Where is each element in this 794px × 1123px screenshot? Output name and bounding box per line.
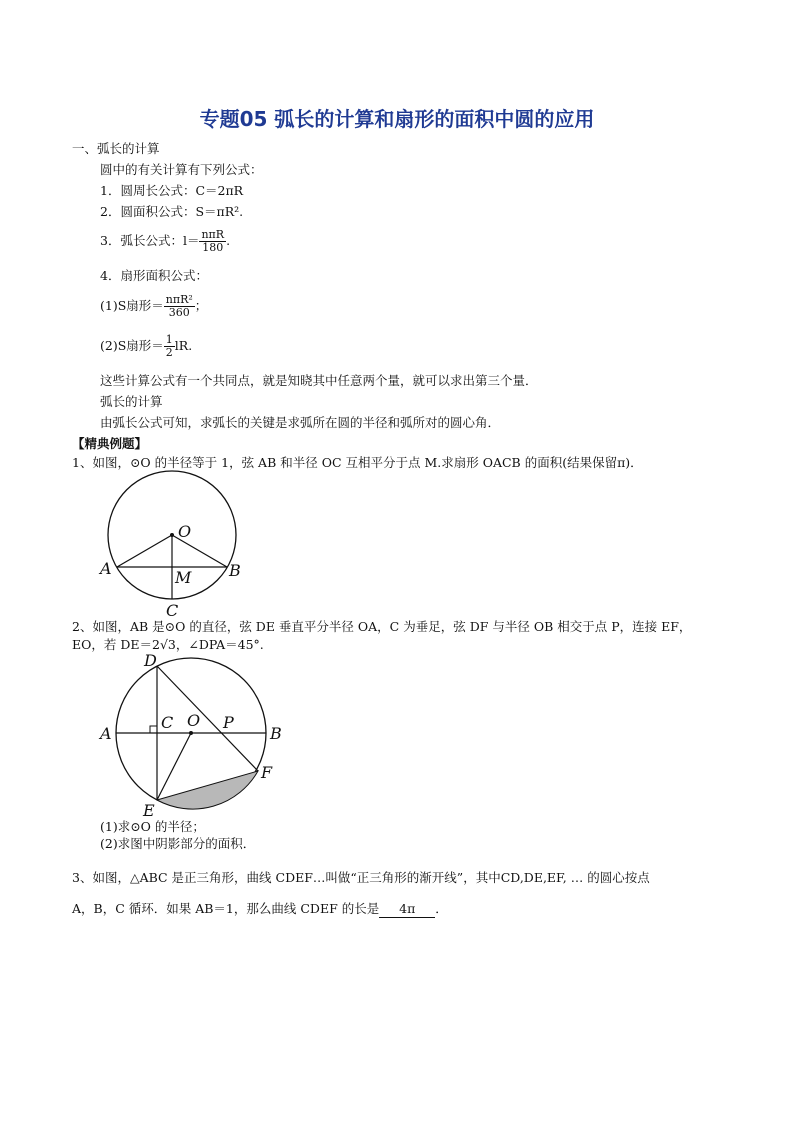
label-f: F [261,763,273,782]
label-c: C [161,713,174,732]
fraction: $\frac{\text{nπR}}{180}$ [201,228,225,254]
question-2-line-2: EO，若 DE＝2√3，∠DPA＝45°. [72,637,264,652]
formula-arc-label: 3．弧长公式：l＝ [100,233,200,248]
answer-blank: 4π [379,901,435,918]
question-3-line-1: 3、如图，△ABC 是正三角形，曲线 CDEF…叫做“正三角形的渐开线”，其中CD,DE,EF, … 的圆心按点 [72,870,650,885]
intro-text: 圆中的有关计算有下列公式： [100,162,263,177]
sub-text: 由弧长公式可知，求弧长的关键是求弧所在圆的半径和弧所对的圆心角． [100,415,501,430]
question-2-sub-1: (1)求⊙O 的半径； [100,819,205,834]
label-o: O [187,711,201,730]
fraction: $\frac{\text{nπR²}}{360}$ [165,293,193,319]
label-b: B [229,561,241,580]
fraction: $\frac{1}{2}$ [165,333,173,359]
center-dot [189,731,193,735]
formula-sector-1: (1)S扇形＝ $\frac{\text{nπR²}}{360}$ ； [100,293,208,319]
formula-circumference: 1．圆周长公式：C＝2πR [100,183,244,198]
figure-1-diagram [95,470,255,620]
question-2-sub-2: (2)求图中阴影部分的面积． [100,836,256,851]
right-angle-mark [150,726,157,733]
formula-sector-heading: 4．扇形面积公式： [100,268,208,283]
label-c: C [166,601,179,620]
figure-2-diagram [95,648,295,820]
examples-heading: 【精典例题】 [72,436,148,451]
section-heading: 一、弧长的计算 [72,141,160,156]
label-b: B [270,724,282,743]
page-title: 专题05 弧长的计算和扇形的面积中圆的应用 [199,107,595,131]
center-dot [170,533,174,537]
question-3-line-2: A，B，C 循环．如果 AB＝1，那么曲线 CDEF 的长是 4π ． [72,901,448,916]
segment-eo [157,733,191,800]
label-o: O [178,522,192,541]
note-text: 这些计算公式有一个共同点，就是知晓其中任意两个量，就可以求出第三个量． [100,373,538,388]
label-m: M [175,568,192,587]
sub-heading: 弧长的计算 [100,394,163,409]
formula-sector-2: (2)S扇形＝ $\frac{1}{2}$ lR. [100,333,193,359]
formula-area: 2．圆面积公式：S＝πR². [100,204,244,219]
label-d: D [144,651,157,670]
label-e: E [143,801,155,820]
label-a: A [100,559,112,578]
radius-oa [117,535,172,567]
shaded-region [157,771,258,809]
question-2-line-1: 2、如图，AB 是⊙O 的直径，弦 DE 垂直平分半径 OA，C 为垂足，弦 DF 与半径 OB 相交于点 P，连接 EF， [72,619,692,634]
question-1-text: 1、如图，⊙O 的半径等于 1，弦 AB 和半径 OC 互相平分于点 M.求扇形 OACB 的面积(结果保留π)． [72,455,643,470]
label-p: P [223,713,234,732]
formula-arc-length: 3．弧长公式：l＝ $\frac{\text{nπR}}{180}$ . [100,228,231,254]
label-a: A [100,724,112,743]
